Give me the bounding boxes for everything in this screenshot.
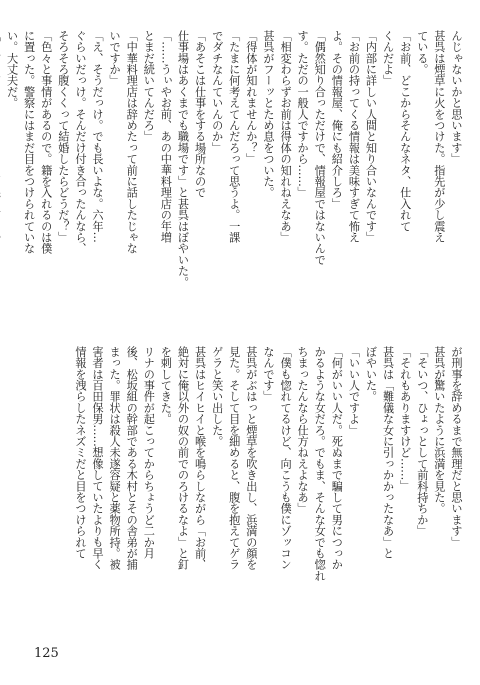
text-line: 見た。そして目を細めると、腹を抱えてゲラ [227,346,241,570]
text-line: が刑事を辞めるまで無理だと思います」 [450,346,463,548]
text-line: 「何がいい人だ。死ぬまで騙して男につっか [330,346,344,570]
text-line: かるような女だろ。でもま、そんな女でも惚れ [313,346,327,582]
text-line: 「いい人ですよ」 [347,346,361,436]
text-line: 「内部に詳しい人間と知り合いなんです」 [364,30,378,243]
text-line: ぼやいた。 [364,346,378,402]
text-line: 「たまに何考えてんだろって思うよ。一課 [227,30,241,243]
text-line: とまだ続いてんだろ」 [142,30,156,142]
text-line: 情報を洩らしたネズミだと目をつけられて [73,346,87,559]
text-line: 「え、そうだっけ。でも長いよな。六年… [91,30,105,243]
text-line: ぐらいだっけ。そんだけ付き合ったんなら、 [73,30,87,254]
text-line: い。大丈夫だ。 [5,30,19,109]
text-line: よ。その情報屋、俺にも紹介しろ」 [330,30,344,210]
text-line: 「得体が知れませんか？」 [244,30,258,165]
text-line: 「……うぃやお前、あの中華料理店の年増 [159,30,173,243]
text-block-bottom [30,346,465,631]
text-line: す。ただの一般人ですから……」 [296,30,310,198]
text-line: 「相変わらずお前は得体の知れねえなあ」 [279,30,293,243]
text-line: 絶対に俺以外の奴の前でのろけるなよ」と釘 [176,346,190,570]
text-line: ゲラと笑い出した。 [210,346,224,447]
text-line: 「僕も惚れてるけど、向こうも僕にゾッコン [279,346,293,570]
text-line: 甚呉はヒイヒイと喉を鳴らしながら「お前、 [193,346,207,570]
text-line: に置った。警察にはまだ目をつけられていな [22,30,36,254]
text-line: 「色々と事情があるので。籍を入れるのは僕 [39,30,53,254]
text-line: いですか」 [108,30,122,86]
text-line: そろそろ腹くくって結婚したらどうだ？」 [56,30,70,243]
text-line: 「お前の持ってくる情報は美味すぎて怖え [347,30,361,243]
text-line: 甚呉がぶはっと煙草を吹き出し、浜満の顔を [244,346,258,570]
text-line: 甚呉は「難儀な女に引っかかったなあ」と [381,346,395,559]
text-line: 仕事場はあくまでも職場です」と甚呉はぼやいた。 [176,30,190,288]
text-line: んじゃないかと思います」 [450,30,463,165]
text-block-top [5,30,465,315]
text-line: ちまったんなら仕方ねえよなあ」 [296,346,310,514]
text-line: ている。 [415,30,429,75]
text-line: 「偶然知り合っただけで、情報屋ではないんで [313,30,327,266]
text-line: 後、松坂組の幹部である木村とその舎弟が捕 [125,346,139,570]
text-line: まった。罪状は殺人未遂容疑と薬物所持。被 [108,346,122,570]
text-line: 害者は百田保男……想像していたよりも早く [91,346,105,570]
text-line: 甚呉は煙草に火をつけた。指先が少し震え [432,30,446,243]
text-line: なんです」 [261,346,275,402]
text-line: 甚呉が驚いたように浜満を見た。 [432,346,446,514]
text-line: 「あそこは仕事をする場所なので [193,30,207,198]
text-line: 「それもありますけど……」 [398,346,412,492]
text-line: 甚呉がフーッとため息をついた。 [261,30,275,198]
text-line: 「中華料理店は辞めたって前に話したじゃな [125,30,139,254]
text-line: でダチなんていんのか」 [210,30,224,154]
text-line: くんだよ」 [381,30,395,86]
text-line: 「そいつ、ひょっとして前科持ちか」 [415,346,429,537]
text-line: リナの事件が起こってからちょうど二か月 [142,346,156,559]
text-line: 「お前、どこからそんなネタ、仕入れて [398,30,412,232]
page-number: 125 [34,646,59,661]
text-line: を刺してきた。 [159,346,173,425]
text-line [0,30,3,315]
